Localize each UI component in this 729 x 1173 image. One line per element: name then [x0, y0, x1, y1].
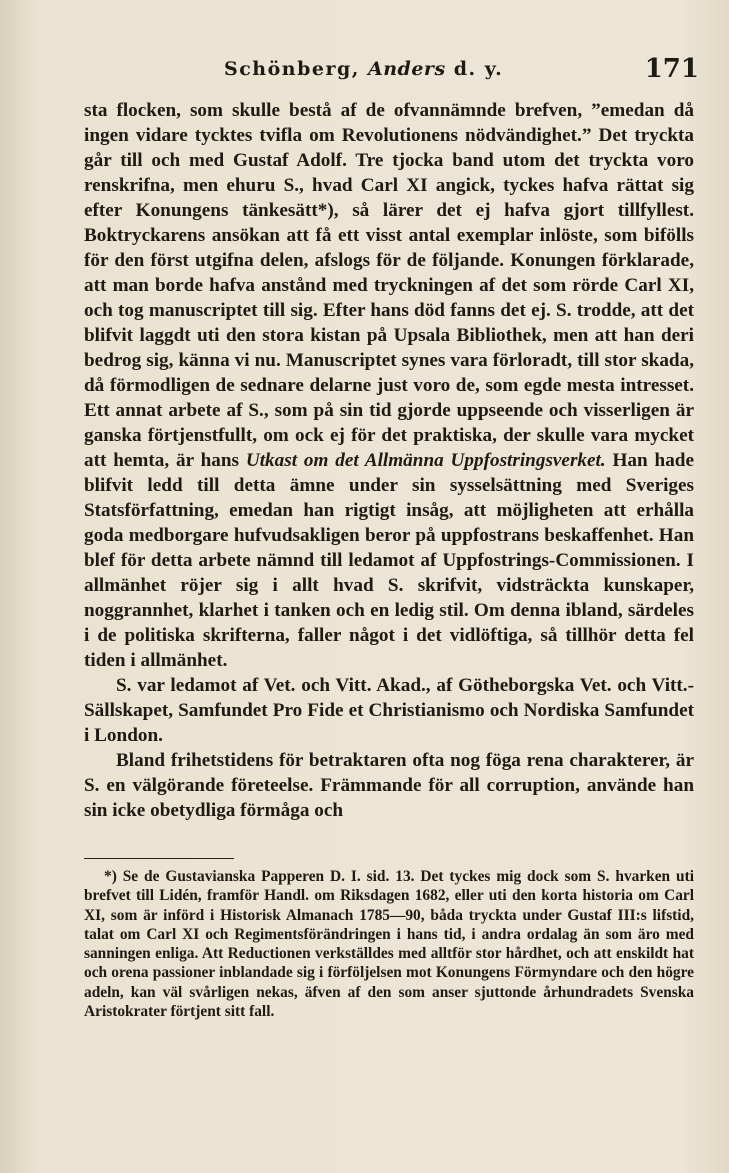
footnote	[84, 867, 694, 1021]
work-title: Utkast om det Allmänna Uppfostringsverket.	[245, 450, 606, 471]
paragraph-3: Bland frihetstidens för betraktaren ofta nog föga rena charakterer, är S. en välgörande företeelse. Främmande för all corruption, använde han sin icke obetydliga förmåga och	[84, 750, 694, 821]
paragraph-1	[84, 98, 694, 673]
running-head-forename: Anders	[368, 58, 446, 80]
paragraph-1-text: sta flocken, som skulle bestå af de ofvannämnde brefven, ”emedan då ingen vidare tycktes tvifla om Revolutionens nödvändighet.” Det tryckta går till och med Gustaf Adolf. Tre tjocka band utom det tryckta voro renskrifna, men ehuru S., hvad Carl XI angick, tyckes hafva rättat sig efter Konungens tänkesätt*), så lärer det ej hafva gjort tillfyllest. Boktryckarens ansökan att få ett visst antal exemplar inlöste, som bifölls för den först utgifna delen, afslogs för de följande. Konungen förklarade, att man borde hafva anstånd med tryckningen af det som rörde Carl XI, och tog manuscriptet till sig. Efter hans död fanns det ej. S. trodde, att det blifvit laggdt uti den stora kistan på Upsala Bibliothek, men att han deri bedrog sig, känna vi nu. Manuscriptet synes vara förloradt, till stor skada, då förmodligen de sednare delarne just voro de, som egde mesta intresset. Ett annat arbete af S., som på sin tid gjorde uppseende och visserligen är ganska förtjenstfullt, om ock ej för det praktiska, der skulle vara mycket att hemta, är hans	[84, 100, 694, 471]
running-head-surname: Schönberg,	[224, 58, 360, 80]
paragraph-1-continuation: Han hade blifvit ledd till detta ämne under sin sysselsättning med Sveriges Statsförfattning, emedan han rigtigt insåg, att möjligheten att erhålla goda medborgare hufvudsakligen beror på uppfostrans beskaffenhet. Han blef för detta arbete nämnd till ledamot af Uppfostrings-Commissionen. I allmänhet röjer sig i allt hvad S. skrifvit, vidsträckta kunskaper, noggrannhet, klarhet i tanken och en ledig stil. Om denna ibland, särdeles i de politiska skrifterna, faller något i det vidlöftiga, så tillhör detta fel tiden i allmänhet.	[84, 450, 694, 671]
footnote-text: *) Se de Gustavianska Papperen D. I. sid. 13. Det tyckes mig dock som S. hvarken uti brefvet till Lidén, framför Handl. om Riksdagen 1682, eller uti den korta historia om Carl XI, som är införd i Historisk Almanach 1785—90, båda tryckta under Gustaf III:s lifstid, talat om Carl XI och Regimentsförändringen i hans tid, i andra ordalag än som äro med sanningen enliga. Att Reductionen verkställdes med alltför stor hårdhet, och att enskildt hat och orena passioner inblandade sig i förföljelsen mot Konungens Förmyndare och den högre adeln, kan väl svårligen nekas, äfven af den som anser sjuttonde århundradets Svenska Aristokrater förtjent sitt fall.	[84, 868, 694, 1021]
running-head	[224, 58, 503, 80]
page-header	[84, 54, 699, 88]
paragraph-2: S. var ledamot af Vet. och Vitt. Akad., af Götheborgska Vet. och Vitt.-Sällskapet, Samfundet Pro Fide et Christianismo och Nordiska Samfundet i London.	[84, 675, 694, 746]
footnote-rule	[84, 858, 234, 859]
page-number: 171	[644, 54, 699, 84]
running-head-suffix: d. y.	[453, 58, 504, 80]
main-text	[84, 98, 694, 823]
